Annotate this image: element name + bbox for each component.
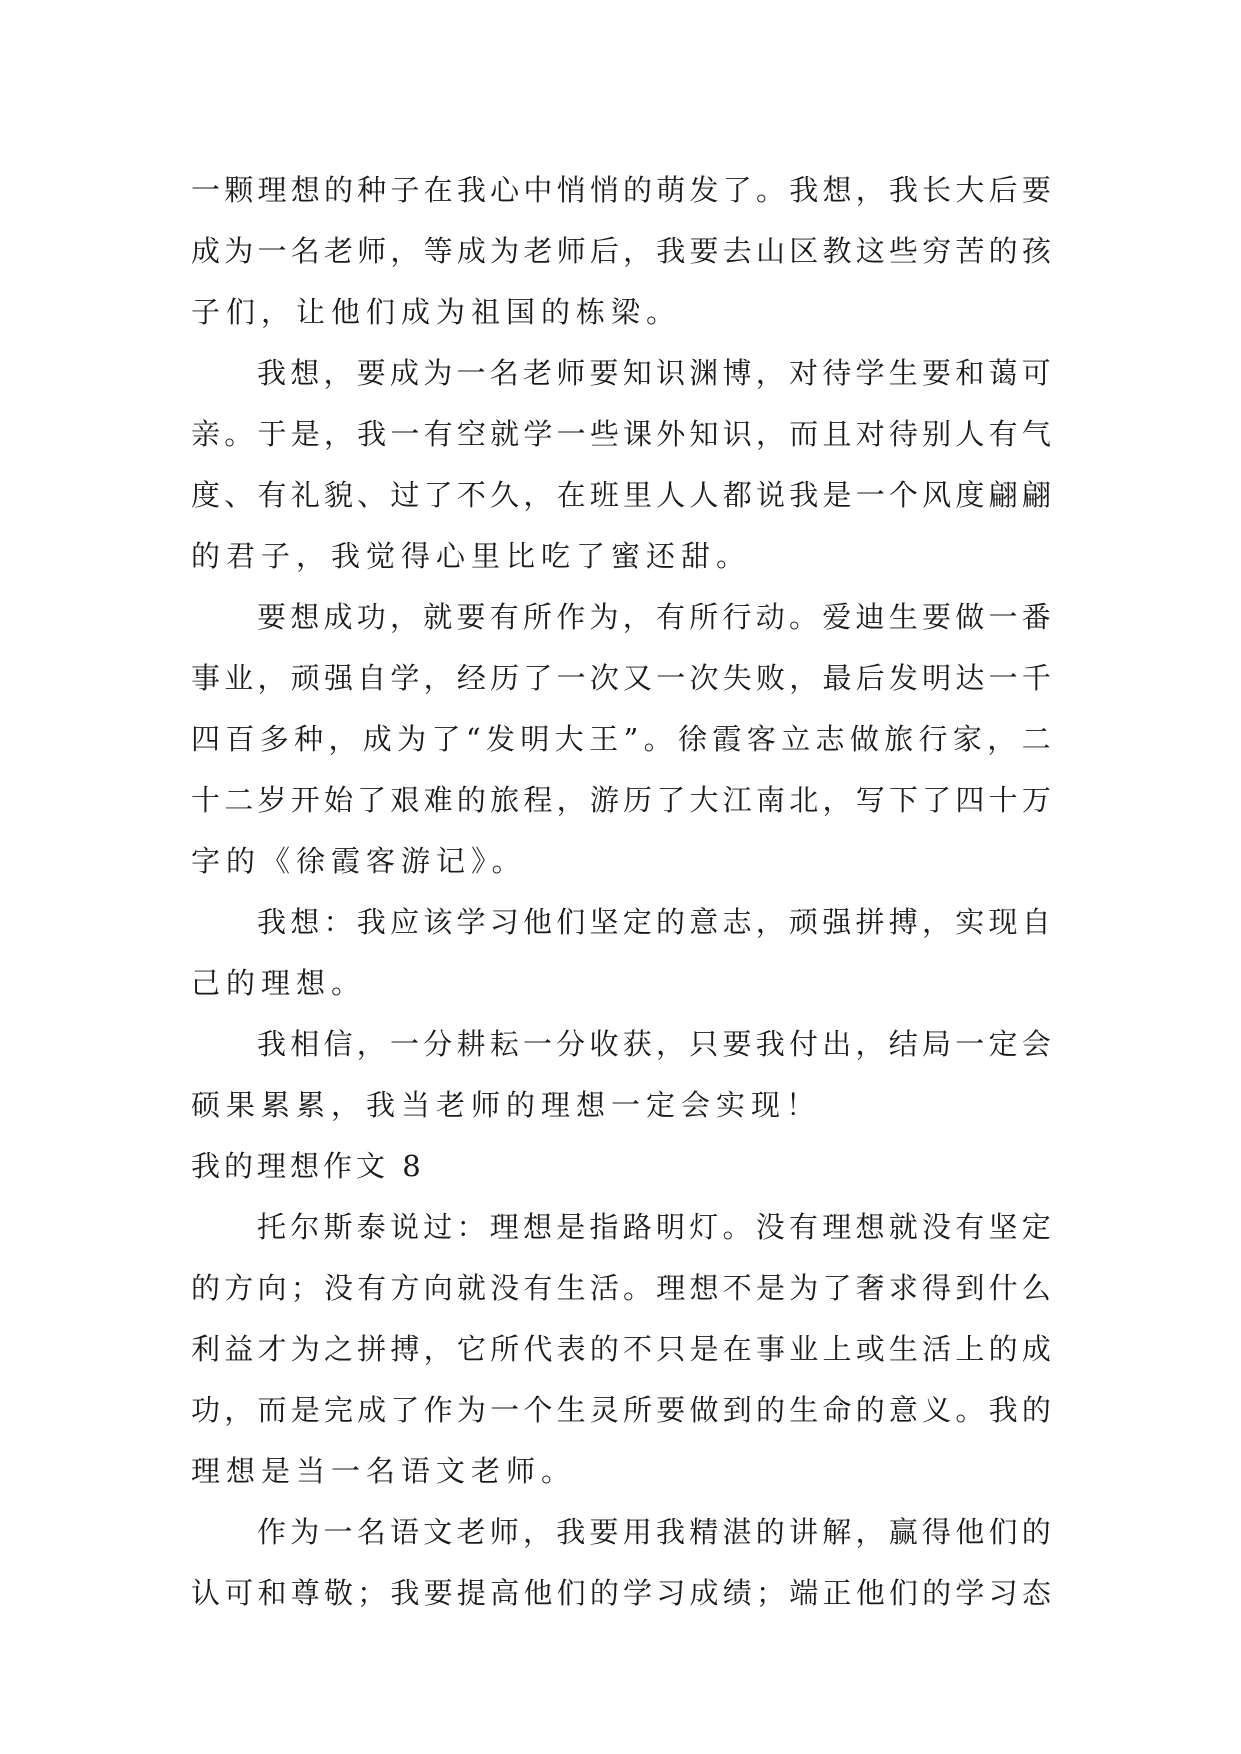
text-line: 作 为 一 名 语 文 老 师 ， 我 要 用 我 精 湛 的 讲 解 ， 赢 得 他 们 的 [257, 1515, 1051, 1549]
text-line: 一 颗 理 想 的 种 子 在 我 心 中 悄 悄 的 萌 发 了 。 我 想 ， 我 长 大 后 要 [191, 173, 1051, 207]
paragraph [191, 1502, 1051, 1624]
paragraph [191, 343, 1051, 587]
paragraph [191, 1014, 1051, 1136]
text-line: 要 想 成 功 ， 就 要 有 所 作 为 ， 有 所 行 动 。 爱 迪 生 要 做 一 番 [257, 600, 1051, 634]
text-line: 认 可 和 尊 敬 ； 我 要 提 高 他 们 的 学 习 成 绩 ； 端 正 他 们 的 学 习 态 [191, 1576, 1051, 1610]
paragraph [191, 160, 1051, 343]
text-line: 我 相 信 ， 一 分 耕 耘 一 分 收 获 ， 只 要 我 付 出 ， 结 局 一 定 会 [257, 1027, 1051, 1061]
text-line: 理想是当一名语文老师。 [191, 1454, 577, 1488]
section-heading [191, 1136, 1051, 1197]
text-line: 事 业 ， 顽 强 自 学 ， 经 历 了 一 次 又 一 次 失 败 ， 最 后 发 明 达 一 千 [191, 661, 1051, 695]
text-line: 四 百 多 种 ， 成 为 了 “ 发 明 大 王 ” 。 徐 霞 客 立 志 做 旅 行 家 ， 二 [191, 722, 1051, 756]
paragraph [191, 892, 1051, 1014]
text-line: 我 想 ， 要 成 为 一 名 老 师 要 知 识 渊 博 ， 对 待 学 生 要 和 蔼 可 [257, 356, 1051, 390]
text-line: 的君子，我觉得心里比吃了蜜还甜。 [191, 539, 752, 573]
heading-text: 我的理想作文 8 [191, 1149, 425, 1183]
text-line: 的 方 向 ； 没 有 方 向 就 没 有 生 活 。 理 想 不 是 为 了 奢 求 得 到 什 么 [191, 1271, 1051, 1305]
paragraph [191, 1197, 1051, 1502]
document-body [191, 160, 1051, 1624]
text-line: 字的《徐霞客游记》。 [191, 844, 527, 878]
paragraph [191, 587, 1051, 892]
text-line: 十 二 岁 开 始 了 艰 难 的 旅 程 ， 游 历 了 大 江 南 北 ， 写 下 了 四 十 万 [191, 783, 1051, 817]
text-line: 成 为 一 名 老 师 ， 等 成 为 老 师 后 ， 我 要 去 山 区 教 这 些 穷 苦 的 孩 [191, 234, 1051, 268]
text-line: 我 想 ： 我 应 该 学 习 他 们 坚 定 的 意 志 ， 顽 强 拼 搏 ， 实 现 自 [257, 905, 1051, 939]
text-line: 利 益 才 为 之 拼 搏 ， 它 所 代 表 的 不 只 是 在 事 业 上 或 生 活 上 的 成 [191, 1332, 1051, 1366]
text-line: 度 、 有 礼 貌 、 过 了 不 久 ， 在 班 里 人 人 都 说 我 是 一 个 风 度 翩 翩 [191, 478, 1051, 512]
text-line: 己的理想。 [191, 966, 367, 1000]
text-line: 功 ， 而 是 完 成 了 作 为 一 个 生 灵 所 要 做 到 的 生 命 的 意 义 。 我 的 [191, 1393, 1051, 1427]
text-line: 亲 。 于 是 ， 我 一 有 空 就 学 一 些 课 外 知 识 ， 而 且 对 待 别 人 有 气 [191, 417, 1051, 451]
text-line: 硕果累累，我当老师的理想一定会实现！ [191, 1088, 822, 1122]
text-line: 托 尔 斯 泰 说 过 ： 理 想 是 指 路 明 灯 。 没 有 理 想 就 没 有 坚 定 [257, 1210, 1051, 1244]
text-line: 子们，让他们成为祖国的栋梁。 [191, 295, 682, 329]
